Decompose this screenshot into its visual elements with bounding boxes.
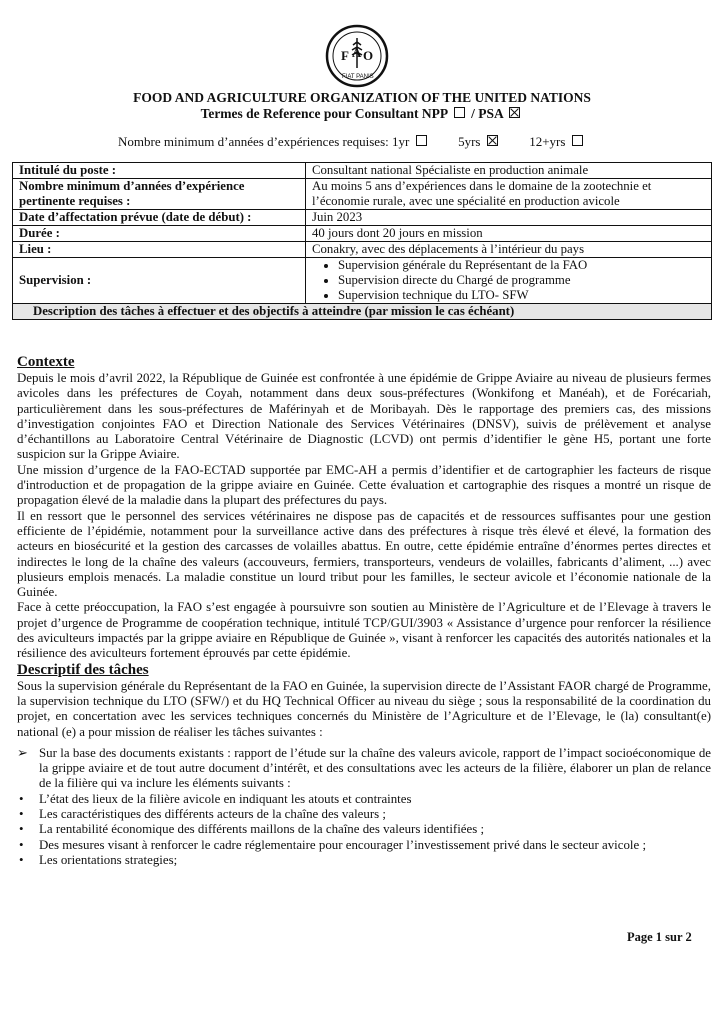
contexte-paragraph: Depuis le mois d’avril 2022, la République de Guinée est confrontée à une épidémie de Grippe Aviaire au niveau de plusieurs fermes avicoles dans les préfectures de Coyah, notamment dans deux sous-préfectures (Wonkifong et Manéah), et de Forécariah, particulièrement dans les sous-préfectures de Maférinyah et de Moribayah. Dès le rapportage des premiers cas, des missions d’investigation conjointes FAO et Direction Nationale des Services Vétérinaires (DNSV), suivis de prélèvement et analyse d’échantillons au Laboratoire Central Vétérinaire de Diagnostic (LCVD) ont permis d’identifier le gène H5, portant une forte suspicion sur la Grippe Aviaire.	[17, 371, 711, 462]
list-item: • Les caractéristiques des différents acteurs de la chaîne des valeurs ;	[17, 807, 711, 822]
psa-label: / PSA	[471, 106, 504, 121]
label-experience: Nombre minimum d’années d’expérience pertinente requises :	[13, 179, 306, 210]
value-date: Juin 2023	[306, 210, 712, 226]
section-heading-descriptif: Descriptif des tâches	[17, 661, 149, 678]
label-intitule: Intitulé du poste :	[13, 163, 306, 179]
descriptif-arrow-item: ➢ Sur la base des documents existants : rapport de l’étude sur la chaîne des valeurs avicole, rapport de l’impact socioéconomique de la grippe aviaire et de tout autre document d’intérêt, et des consultations avec les acteurs de la filière, élaborer un plan de relance de la filière qui va inclure les éléments suivants :	[17, 746, 711, 792]
row-supervision	[13, 258, 712, 304]
list-item: • Les orientations strategies;	[17, 853, 711, 868]
list-item: • L’état des lieux de la filière avicole en indiquant les atouts et contraintes	[17, 792, 711, 807]
label-supervision: Supervision :	[13, 258, 306, 304]
row-intitule	[13, 163, 712, 179]
descriptif-intro: Sous la supervision générale du Représentant de la FAO en Guinée, la supervision directe de l’Assistant FAOR chargé de Programme, la supervision technique du LTO (SFW/) et du HQ Technical Officer au niveau du siège ; sous la responsabilité de la coordination du projet, en concertation avec les services techniques concernés du Ministère de l’Agriculture et de l’Elevage, le (la) consultant(e) national (e) a pour mission de réaliser les tâches suivantes :	[17, 678, 711, 739]
value-supervision	[306, 258, 712, 304]
row-date	[13, 210, 712, 226]
value-duree: 40 jours dont 20 jours en mission	[306, 226, 712, 242]
descriptif-list	[17, 792, 711, 868]
logo-motto: FIAT PANIS	[342, 74, 374, 80]
supervision-item: • Supervision générale du Représentant de la FAO	[338, 258, 705, 273]
option-5yrs: 5yrs	[458, 134, 481, 149]
checkbox-1yr	[416, 135, 427, 146]
tor-title	[0, 106, 724, 122]
contexte-paragraph: Une mission d’urgence de la FAO-ECTAD supportée par EMC-AH a permis d’identifier et de cartographier les facteurs de risque d'introduction et de propagation de la grippe aviaire en Guinée. Cette évaluation et cartographie des risques a montré un risque de propagation élevé de la maladie dans la plupart des préfectures du pays.	[17, 462, 711, 508]
experience-label: Nombre minimum d’années d’expériences requises: 1yr	[118, 134, 410, 149]
organization-name: FOOD AND AGRICULTURE ORGANIZATION OF THE UNITED NATIONS	[133, 90, 591, 105]
checkbox-12yrs	[572, 135, 583, 146]
row-description	[13, 304, 712, 320]
value-experience: Au moins 5 ans d’expériences dans le domaine de la zootechnie et l’économie rurale, avec une spécialité en production avicole	[306, 179, 712, 210]
psa-checkbox-checked	[509, 107, 520, 118]
row-experience	[13, 179, 712, 210]
description-header: Description des tâches à effectuer et des objectifs à atteindre (par mission le cas échéant)	[13, 304, 712, 320]
experience-line	[118, 134, 586, 150]
supervision-item: • Supervision directe du Chargé de programme	[338, 273, 705, 288]
label-duree: Durée :	[13, 226, 306, 242]
body-content	[17, 354, 711, 868]
supervision-item: • Supervision technique du LTO- SFW	[338, 288, 705, 303]
svg-text:A: A	[352, 45, 362, 60]
section-heading-contexte: Contexte	[17, 354, 75, 370]
label-date: Date d’affectation prévue (date de début) :	[13, 210, 306, 226]
contexte-paragraph: Face à cette préoccupation, la FAO s’est engagée à poursuivre son soutien au Ministère de l’Agriculture et de l’Elevage à travers le projet d’urgence de Programme de coopération technique, intitulé TCP/GUI/3903 « Assistance d’urgence pour renforcer la résilience des aviculteurs impactés par la grippe aviaire en République de Guinée », visant à renforcer les capacités des autorités nationales et la résilience des aviculteurs fortement éprouvés par cette épidémie.	[17, 600, 711, 661]
list-item: • La rentabilité économique des différents maillons de la chaîne des valeurs identifiées ;	[17, 822, 711, 837]
row-duree	[13, 226, 712, 242]
value-intitule: Consultant national Spécialiste en production animale	[306, 163, 712, 179]
svg-text:F: F	[341, 48, 349, 63]
fao-logo	[325, 24, 389, 88]
position-info-table	[12, 162, 712, 320]
option-12yrs: 12+yrs	[529, 134, 566, 149]
contexte-paragraph: Il en ressort que le personnel des services vétérinaires ne dispose pas de capacités et de ressources suffisantes pour une gestion efficiente de l’épidémie, notamment pour la surveillance active dans des préfectures à risque très élevé et élevé, la formation des acteurs en biosécurité et la gestion des carcasses de volailles abattus. En outre, cette épidémie entraîne d’énormes pertes directes et indirectes le long de la chaîne des valeurs (accouveurs, fermiers, transporteurs, vendeurs de volailles, fabricants d’aliment, ...) avec plusieurs emplois menacés. La maladie constitue un lourd tribut pour les familles, le secteur avicole et l’économie nationale de la Guinée.	[17, 508, 711, 600]
npp-checkbox	[454, 107, 465, 118]
checkbox-5yrs-checked	[487, 135, 498, 146]
tor-title-text: Termes de Reference pour Consultant NPP	[200, 106, 448, 121]
value-lieu: Conakry, avec des déplacements à l’intérieur du pays	[306, 242, 712, 258]
page-number: Page 1 sur 2	[627, 930, 692, 944]
row-lieu	[13, 242, 712, 258]
list-item: • Des mesures visant à renforcer le cadre réglementaire pour encourager l’investissement privé dans le secteur avicole ;	[17, 838, 711, 853]
label-lieu: Lieu :	[13, 242, 306, 258]
svg-text:O: O	[363, 48, 374, 63]
